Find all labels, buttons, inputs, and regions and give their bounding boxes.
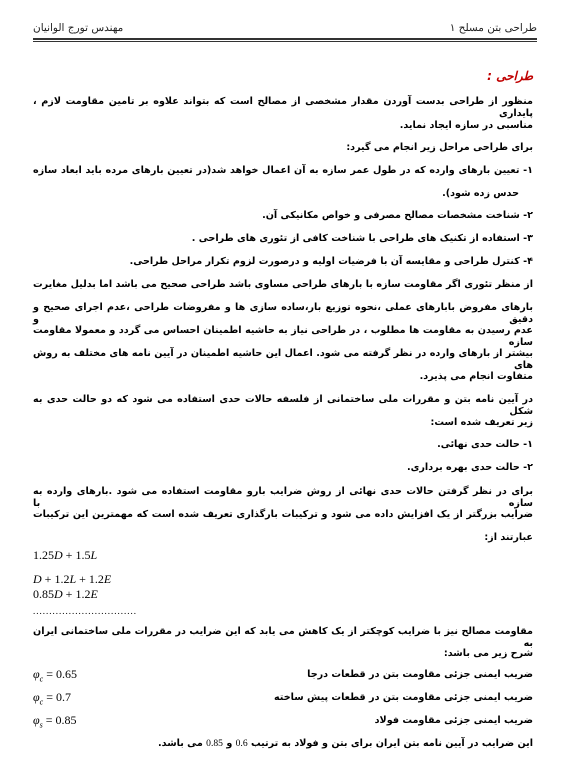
step-item-2: ۲- شناخت مشخصات مصالح مصرفی و خواص مکانیکی آن.: [262, 210, 533, 221]
paragraph-line: برای در نظر گرفتن حالات حدی نهائی از روش ضرایب بارو مقاومت استفاده می شود .بارهای وارده به سازه با: [33, 486, 533, 509]
header-author: مهندس تورج الوانیان: [33, 22, 124, 34]
factor-formula-concrete-precast: $\varphi_c = 0.7$: [33, 690, 71, 707]
limit-state-item-2: ۲- حالت حدی بهره برداری.: [406, 462, 533, 473]
factor-label-concrete-cast: ضریب ایمنی جزئی مقاومت بتن در قطعات درجا: [307, 669, 533, 680]
factor-formula-steel: $\varphi_s = 0.85$: [33, 713, 77, 730]
step-item-1: ۱- تعیین بارهای وارده که در طول عمر سازه به آن اعمال خواهد شد(در تعیین بارهای مرده باید ابعاد سازه: [33, 165, 533, 176]
factor-formula-concrete-cast: $\varphi_c = 0.65$: [33, 667, 77, 684]
limit-state-item-1: ۱- حالت حدی نهائی.: [437, 439, 533, 450]
paragraph-line: بارهای مفروض بابارهای عملی ،نحوه توزیع بار،ساده سازی ها و مفروضات طراحی ،عدم اجرای صحیح و دقیق و: [33, 302, 533, 325]
paragraph-line: ضرایب بزرگتر از یک افزایش داده می شود و ترکیبات بارگذاری تعریف شده است که مهمترین این ترکیبات: [33, 509, 533, 520]
factor-label-concrete-precast: ضریب ایمنی جزئی مقاومت بتن در قطعات پیش ساخته: [273, 692, 533, 703]
step-item-3: ۳- استفاده از تکنیک های طراحی با شناخت کافی از تئوری های طراحی .: [191, 233, 533, 244]
paragraph-line: منظور از طراحی بدست آوردن مقدار مشخصی از مصالح است که بتواند علاوه بر تامین مقاومت لازم ، پایداری: [33, 96, 533, 119]
header-rule: [33, 38, 537, 40]
header-course-title: طراحی بتن مسلح ۱: [449, 22, 537, 34]
paragraph-line: زیر تعریف شده است:: [430, 417, 533, 428]
paragraph-line: عدم رسیدن به مقاومت ها مطلوب ، در طراحی نیاز به حاشیه اطمینان احساس می گردد و معمولا مقاومت سازه: [33, 325, 533, 348]
load-combination-1: 1.25D + 1.5L: [33, 548, 98, 562]
paragraph-line: مناسبی در سازه ایجاد نماید.: [399, 120, 533, 131]
paragraph-line: از منظر تئوری اگر مقاومت سازه با بارهای طراحی مساوی باشد طراحی صحیح می باشد اما بدلیل مغایرت: [33, 279, 533, 290]
section-title: طراحی :: [487, 69, 533, 83]
closing-line: این ضرایب در آیین نامه بتن ایران برای بتن و فولاد به ترتیب 0.6 و 0.85 می باشد.: [158, 738, 533, 749]
continuation-dots: ................................: [33, 606, 137, 616]
load-combination-3: 0.85D + 1.2E: [33, 587, 98, 601]
factor-label-steel: ضریب ایمنی جزئی مقاومت فولاد: [374, 715, 533, 726]
paragraph-line: بیشتر از بارهای وارده در نظر گرفته می شود. اعمال این حاشیه اطمینان در آیین نامه های مختلف به روش های: [33, 348, 533, 371]
step-item-4: ۴- کنترل طراحی و مقایسه آن با فرضیات اولیه و درصورت لزوم تکرار مراحل طراحی.: [129, 256, 533, 267]
paragraph-line: مقاومت مصالح نیز با ضرایب کوچکتر از یک کاهش می یابد که این ضرایب در مقررات ملی ساختمانی ایران به: [33, 626, 533, 649]
paragraph-line: شرح زیر می باشد:: [443, 648, 533, 659]
header-rule-thin: [33, 41, 537, 42]
paragraph-line: متفاوت انجام می پذیرد.: [419, 371, 533, 382]
paragraph-line: برای طراحی مراحل زیر انجام می گیرد:: [346, 142, 533, 153]
page-header: [33, 20, 537, 38]
paragraph-line: عبارتند از:: [484, 532, 533, 543]
step-item-1-cont: حدس زده شود).: [442, 188, 519, 199]
load-combination-2: D + 1.2L + 1.2E: [33, 572, 112, 586]
paragraph-line: در آیین نامه بتن و مقررات ملی ساختمانی از فلسفه حالات حدی استفاده می شود که دو حالت حدی به شکل: [33, 394, 533, 417]
